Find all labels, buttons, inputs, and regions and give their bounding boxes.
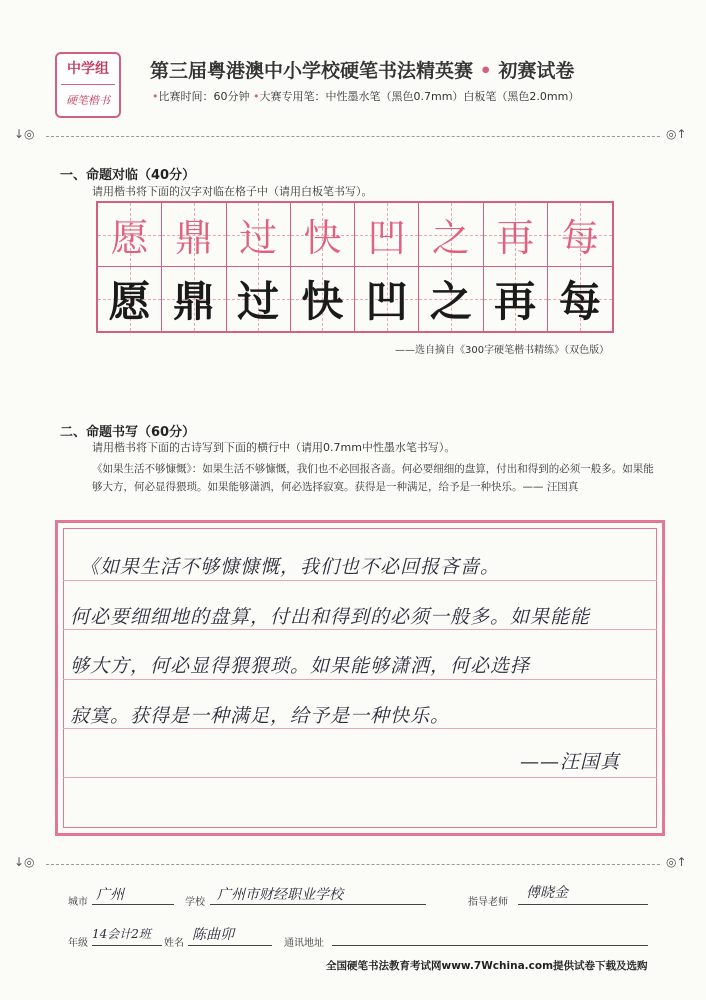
grade-value: 14会计2班 (92, 927, 151, 941)
grid-cell-model (227, 203, 291, 267)
grid-cell-written (548, 267, 612, 331)
top-divider (46, 136, 660, 137)
bullet-icon: • (152, 90, 159, 103)
section1-credit: ——选自摘自《300字硬笔楷书精练》（双色版） (395, 345, 610, 356)
badge-style-label: 硬笔楷书 (66, 94, 110, 107)
model-char: 之 (431, 216, 470, 260)
grid-cell-written (98, 267, 162, 331)
model-char: 鼎 (174, 216, 213, 260)
handwriting-line: 何必要细细地的盘算，付出和得到的必须一般多。如果能能 (70, 606, 591, 628)
writing-rule (63, 777, 657, 778)
name-value: 陈曲卯 (192, 927, 234, 943)
title-main: 第三届粤港澳中小学校硬笔书法精英赛 (150, 60, 474, 82)
grid-cell-model (355, 203, 419, 267)
written-char: 鼎 (172, 277, 215, 326)
exam-info (152, 88, 579, 104)
grade-field[interactable] (92, 945, 162, 946)
grid-cell-model (419, 203, 483, 267)
handwriting-line: 寂寞。获得是一种满足，给予是一种快乐。 (70, 705, 451, 727)
exam-pens: 大赛专用笔：中性墨水笔（黑色0.7mm）白板笔（黑色2.0mm） (259, 90, 580, 103)
footer-note: 全国硬笔书法教育考试网www.7Wchina.com提供试卷下载及选购 (326, 960, 648, 972)
model-char: 每 (560, 216, 599, 260)
divider-ornament-right-icon: ◎↑ (666, 855, 687, 869)
model-char: 过 (239, 216, 278, 260)
handwriting-signature: ——汪国真 (520, 751, 621, 773)
section2-heading: 二、命题书写（60分） (60, 425, 196, 440)
written-char: 再 (494, 277, 537, 326)
bottom-divider (46, 864, 660, 865)
section1-heading: 一、命题对临（40分） (60, 168, 196, 183)
name-field[interactable] (188, 945, 272, 946)
section1-instruction: 请用楷书将下面的汉字对临在格子中（请用白板笔书写）。 (92, 185, 373, 198)
group-badge (55, 52, 121, 118)
badge-divider (61, 84, 115, 85)
written-char: 凹 (365, 277, 408, 326)
grid-cell-model (484, 203, 548, 267)
grid-cell-model (162, 203, 226, 267)
writing-rule (63, 580, 657, 581)
title-round: 初赛试卷 (498, 60, 575, 82)
written-char: 愿 (108, 277, 151, 326)
model-char: 再 (496, 216, 535, 260)
grid-cell-model (98, 203, 162, 267)
writing-rule (63, 679, 657, 680)
writing-rule (63, 728, 657, 729)
grid-cell-written (227, 267, 291, 331)
divider-ornament-right-icon: ◎↑ (666, 127, 687, 141)
school-field[interactable] (210, 904, 426, 905)
model-char: 快 (303, 216, 342, 260)
model-char: 愿 (110, 216, 149, 260)
written-char: 之 (429, 277, 472, 326)
school-value: 广州市财经职业学校 (217, 887, 343, 903)
badge-group-label: 中学组 (67, 61, 109, 77)
grid-cell-written (419, 267, 483, 331)
address-field[interactable] (332, 945, 648, 946)
grid-cell-written (484, 267, 548, 331)
model-char: 凹 (367, 216, 406, 260)
name-label: 姓名 (164, 938, 184, 949)
title-separator: • (479, 60, 492, 82)
writing-rule (63, 629, 657, 630)
written-char: 每 (558, 277, 601, 326)
section2-instruction: 请用楷书将下面的古诗写到下面的横行中（请用0.7mm中性墨水笔书写）。 (92, 441, 456, 454)
school-label: 学校 (185, 897, 205, 908)
teacher-field[interactable] (518, 904, 648, 905)
handwriting-line: 够大方，何必显得猥猥琐。如果能够潇洒，何必选择 (70, 655, 531, 677)
city-label: 城市 (68, 897, 88, 908)
grid-cell-written (291, 267, 355, 331)
divider-ornament-left-icon: ↓◎ (14, 855, 35, 869)
bullet-icon: • (253, 90, 260, 103)
written-char: 快 (301, 277, 344, 326)
grid-cell-written (355, 267, 419, 331)
grid-cell-written (162, 267, 226, 331)
handwriting-line: 《如果生活不够慷慷慨，我们也不必回报吝啬。 (80, 556, 501, 578)
address-label: 通讯地址 (284, 938, 324, 949)
divider-ornament-left-icon: ↓◎ (14, 127, 35, 141)
exam-time: 比赛时间：60分钟 (158, 90, 250, 103)
poem-source-text: 《如果生活不够慷慨》：如果生活不够慷慨，我们也不必回报吝啬。何必要细细的盘算，付出和得到的必须一般多。如果能够大方，何必显得猥琐。如果能够潇洒，何必选择寂寞。获得是一种满足，给予是一种快乐。—— 汪国真 (92, 463, 654, 493)
city-field[interactable] (92, 904, 174, 905)
character-grid (96, 201, 614, 333)
city-value: 广州 (96, 887, 124, 903)
teacher-value: 傅晓金 (526, 885, 568, 901)
grid-cell-model (291, 203, 355, 267)
written-char: 过 (237, 277, 280, 326)
grade-label: 年级 (68, 938, 88, 949)
grid-cell-model (548, 203, 612, 267)
page-title (150, 56, 574, 83)
teacher-label: 指导老师 (468, 897, 508, 908)
